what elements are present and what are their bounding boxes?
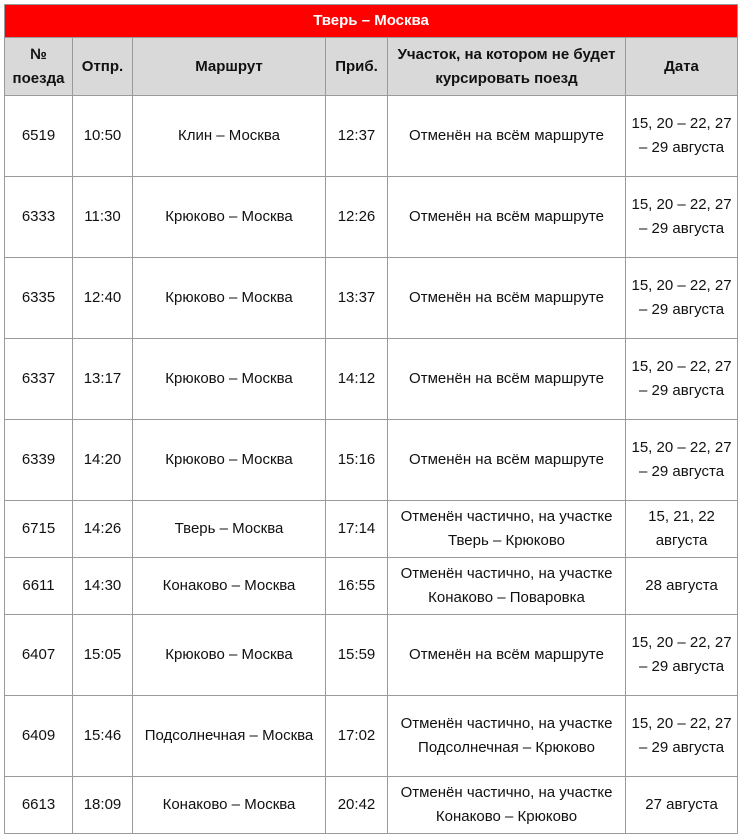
arrival-cell: 15:16 [326, 420, 388, 501]
departure-cell: 15:46 [73, 696, 133, 777]
table-row [5, 420, 738, 501]
table-body [5, 96, 738, 834]
schedule-table-container [4, 4, 738, 834]
arrival-cell: 17:14 [326, 501, 388, 558]
table-row [5, 777, 738, 834]
date-cell: 15, 20 – 22, 27 – 29 августа [626, 696, 738, 777]
route-cell: Клин – Москва [133, 96, 326, 177]
departure-cell: 10:50 [73, 96, 133, 177]
date-cell: 15, 20 – 22, 27 – 29 августа [626, 339, 738, 420]
route-cell: Крюково – Москва [133, 420, 326, 501]
date-cell: 15, 20 – 22, 27 – 29 августа [626, 420, 738, 501]
cancelled-section-cell: Отменён частично, на участке Конаково – Поваровка [388, 558, 626, 615]
departure-cell: 11:30 [73, 177, 133, 258]
train-number-cell: 6611 [5, 558, 73, 615]
route-cell: Тверь – Москва [133, 501, 326, 558]
table-row [5, 558, 738, 615]
arrival-cell: 12:37 [326, 96, 388, 177]
train-number-cell: 6409 [5, 696, 73, 777]
route-cell: Крюково – Москва [133, 258, 326, 339]
arrival-cell: 20:42 [326, 777, 388, 834]
train-number-cell: 6335 [5, 258, 73, 339]
cancelled-section-cell: Отменён частично, на участке Тверь – Крюково [388, 501, 626, 558]
table-row [5, 615, 738, 696]
table-row [5, 501, 738, 558]
table-title: Тверь – Москва [5, 5, 738, 38]
col-departure-header: Отпр. [73, 38, 133, 96]
arrival-cell: 15:59 [326, 615, 388, 696]
train-number-cell: 6333 [5, 177, 73, 258]
col-train-number-header: № поезда [5, 38, 73, 96]
header-row [5, 38, 738, 96]
date-cell: 28 августа [626, 558, 738, 615]
date-cell: 27 августа [626, 777, 738, 834]
cancelled-section-cell: Отменён на всём маршруте [388, 258, 626, 339]
table-row [5, 339, 738, 420]
route-cell: Конаково – Москва [133, 558, 326, 615]
date-cell: 15, 20 – 22, 27 – 29 августа [626, 258, 738, 339]
cancelled-section-cell: Отменён частично, на участке Конаково – Крюково [388, 777, 626, 834]
departure-cell: 15:05 [73, 615, 133, 696]
departure-cell: 14:20 [73, 420, 133, 501]
departure-cell: 14:30 [73, 558, 133, 615]
departure-cell: 12:40 [73, 258, 133, 339]
train-number-cell: 6337 [5, 339, 73, 420]
departure-cell: 14:26 [73, 501, 133, 558]
departure-cell: 13:17 [73, 339, 133, 420]
schedule-table [4, 4, 738, 834]
date-cell: 15, 21, 22 августа [626, 501, 738, 558]
route-cell: Конаково – Москва [133, 777, 326, 834]
cancelled-section-cell: Отменён на всём маршруте [388, 339, 626, 420]
route-cell: Крюково – Москва [133, 177, 326, 258]
col-cancelled-section-header: Участок, на котором не будет курсировать поезд [388, 38, 626, 96]
table-row [5, 696, 738, 777]
date-cell: 15, 20 – 22, 27 – 29 августа [626, 615, 738, 696]
date-cell: 15, 20 – 22, 27 – 29 августа [626, 96, 738, 177]
train-number-cell: 6613 [5, 777, 73, 834]
departure-cell: 18:09 [73, 777, 133, 834]
col-arrival-header: Приб. [326, 38, 388, 96]
col-route-header: Маршрут [133, 38, 326, 96]
train-number-cell: 6407 [5, 615, 73, 696]
route-cell: Крюково – Москва [133, 615, 326, 696]
cancelled-section-cell: Отменён на всём маршруте [388, 420, 626, 501]
cancelled-section-cell: Отменён на всём маршруте [388, 177, 626, 258]
col-date-header: Дата [626, 38, 738, 96]
train-number-cell: 6519 [5, 96, 73, 177]
train-number-cell: 6715 [5, 501, 73, 558]
arrival-cell: 14:12 [326, 339, 388, 420]
cancelled-section-cell: Отменён на всём маршруте [388, 96, 626, 177]
arrival-cell: 12:26 [326, 177, 388, 258]
arrival-cell: 13:37 [326, 258, 388, 339]
cancelled-section-cell: Отменён на всём маршруте [388, 615, 626, 696]
table-row [5, 258, 738, 339]
cancelled-section-cell: Отменён частично, на участке Подсолнечная – Крюково [388, 696, 626, 777]
route-cell: Подсолнечная – Москва [133, 696, 326, 777]
arrival-cell: 17:02 [326, 696, 388, 777]
route-cell: Крюково – Москва [133, 339, 326, 420]
train-number-cell: 6339 [5, 420, 73, 501]
arrival-cell: 16:55 [326, 558, 388, 615]
table-row [5, 177, 738, 258]
table-row [5, 96, 738, 177]
date-cell: 15, 20 – 22, 27 – 29 августа [626, 177, 738, 258]
